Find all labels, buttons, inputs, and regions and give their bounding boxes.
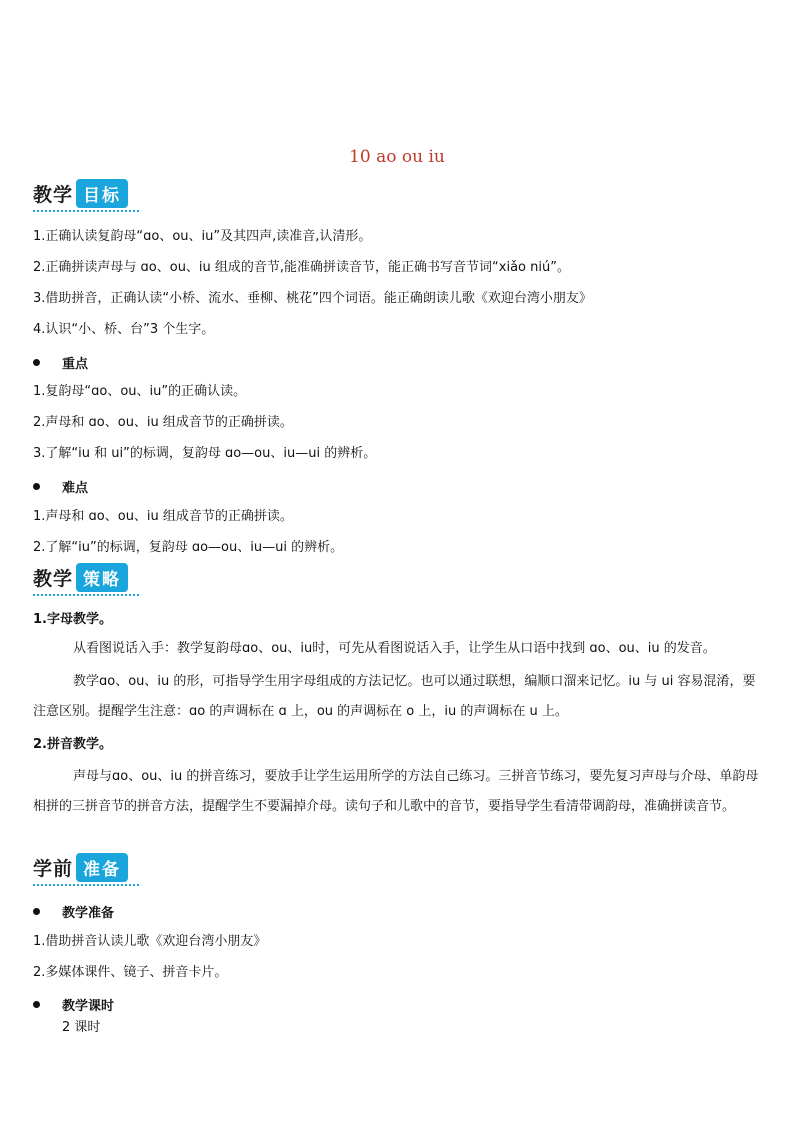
- section-underline: [33, 884, 139, 886]
- section-header-badge: 准备: [76, 853, 128, 882]
- section-header-left: 学前: [33, 857, 74, 880]
- objective-item: 1.正确认读复韵母“ɑo、ou、iu”及其四声,读准音,认清形。: [33, 229, 372, 244]
- objective-item: 3.借助拼音，正确认读“小桥、流水、垂柳、桃花”四个词语。能正确朗读儿歌《欢迎台湾小朋友》: [33, 291, 592, 306]
- section-header-badge: 目标: [76, 179, 128, 208]
- difficult-points-label: 难点: [62, 481, 89, 496]
- prep-label: 教学准备: [62, 906, 115, 921]
- key-point-item: 3.了解“iu 和 ui”的标调，复韵母 ɑo—ou、iu—ui 的辨析。: [33, 446, 377, 461]
- section-header-prep: [33, 852, 128, 882]
- hours-heading: [33, 995, 114, 1014]
- hours-value: 2 课时: [62, 1020, 101, 1035]
- section-header-left: 教学: [33, 567, 74, 590]
- strategy-paragraph: 从看图说话入手：教学复韵母ɑo、ou、iu时，可先从看图说话入手，让学生从口语中找到 ɑo、ou、iu 的发音。: [73, 641, 716, 656]
- hours-label: 教学课时: [62, 999, 115, 1014]
- section-header-strategy: [33, 562, 128, 592]
- section-underline: [33, 210, 139, 212]
- section-header-badge: 策略: [76, 563, 128, 592]
- objective-item: 4.认识“小、桥、台”3 个生字。: [33, 322, 215, 337]
- difficult-points-heading: [33, 477, 88, 496]
- strategy-subtitle: 2.拼音教学。: [33, 737, 112, 752]
- page-title: 10 ao ou iu: [349, 147, 445, 167]
- difficult-point-item: 2.了解“iu”的标调，复韵母 ɑo—ou、iu—ui 的辨析。: [33, 540, 344, 555]
- objective-item: 2.正确拼读声母与 ɑo、ou、iu 组成的音节,能准确拼读音节，能正确书写音节词“xiǎo niú”。: [33, 260, 570, 275]
- section-underline: [33, 594, 139, 596]
- bullet-dot-icon: [33, 359, 40, 366]
- prep-item: 2.多媒体课件、镜子、拼音卡片。: [33, 965, 228, 980]
- prep-item: 1.借助拼音认读儿歌《欢迎台湾小朋友》: [33, 934, 267, 949]
- section-header-objectives: [33, 178, 128, 208]
- key-points-heading: [33, 353, 88, 372]
- bullet-dot-icon: [33, 1001, 40, 1008]
- difficult-point-item: 1.声母和 ɑo、ou、iu 组成音节的正确拼读。: [33, 509, 293, 524]
- key-point-item: 1.复韵母“ɑo、ou、iu”的正确认读。: [33, 384, 247, 399]
- bullet-dot-icon: [33, 908, 40, 915]
- strategy-paragraph: 声母与ɑo、ou、iu 的拼音练习，要放手让学生运用所学的方法自己练习。三拼音节练习，要先复习声母与介母、单韵母相拼的三拼音节的拼音方法，提醒学生不要漏掉介母。读句子和儿歌中的音节，要指导学生看清带调韵母，准确拼读音节。: [33, 769, 759, 814]
- prep-heading: [33, 902, 114, 921]
- bullet-dot-icon: [33, 483, 40, 490]
- key-points-label: 重点: [62, 357, 89, 372]
- strategy-paragraph: 教学ɑo、ou、iu 的形，可指导学生用字母组成的方法记忆。也可以通过联想，编顺口溜来记忆。iu 与 ui 容易混淆，要注意区别。提醒学生注意：ɑo 的声调标在 ɑ 上，ou 的声调标在 o 上，iu 的声调标在 u 上。: [33, 674, 756, 719]
- section-header-left: 教学: [33, 183, 74, 206]
- strategy-subtitle: 1.字母教学。: [33, 612, 112, 627]
- key-point-item: 2.声母和 ɑo、ou、iu 组成音节的正确拼读。: [33, 415, 293, 430]
